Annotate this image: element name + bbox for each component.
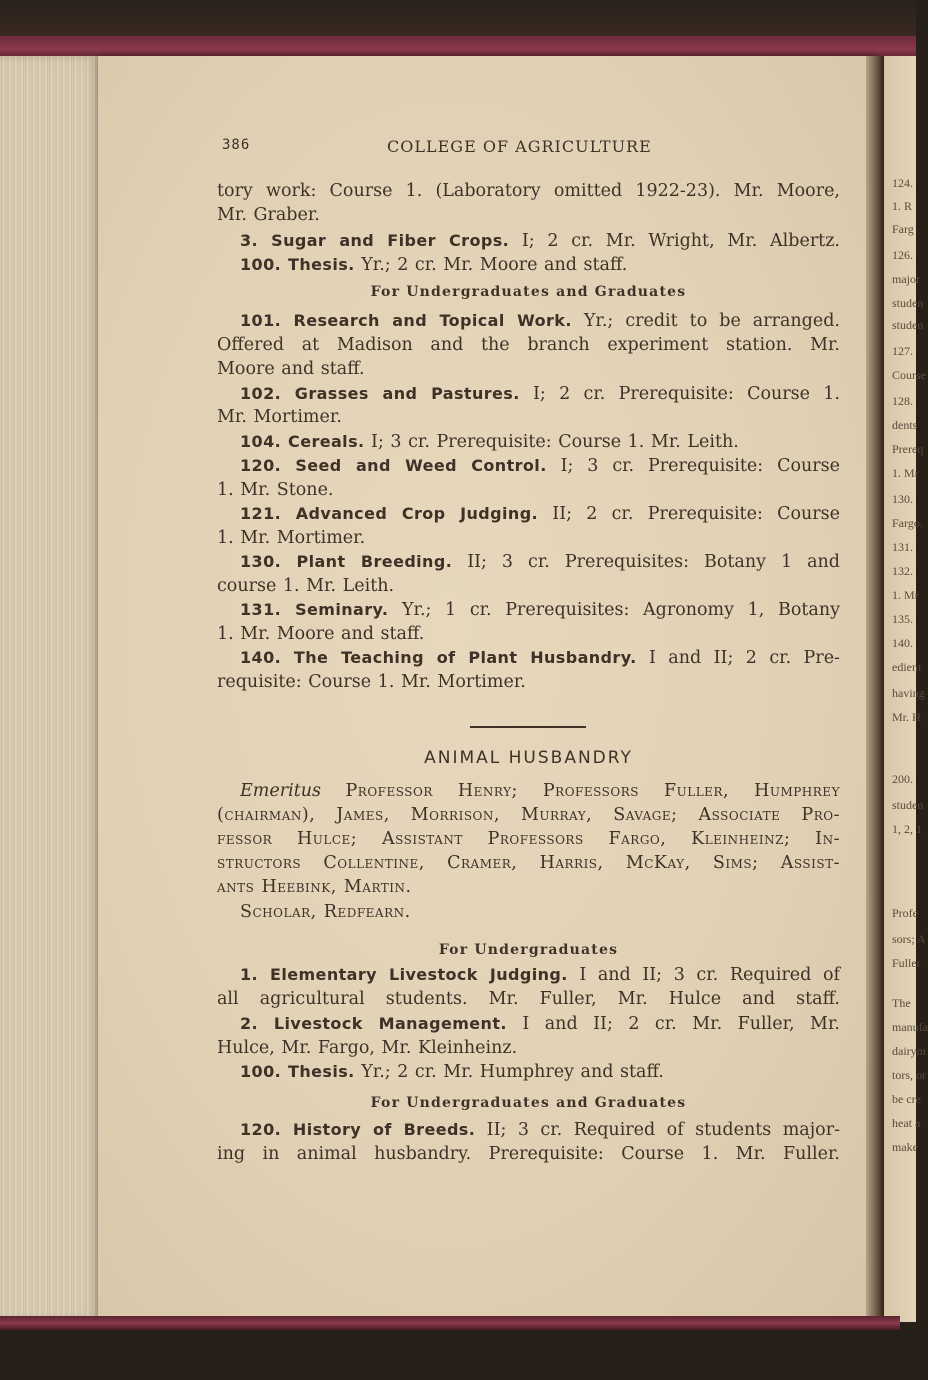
subheading: For Undergraduates and Graduates [370,1095,687,1111]
course-details: Yr.; 2 cr. Mr. Humphrey and staff. [361,1062,664,1082]
text-line: requisite: Course 1. Mr. Mortimer. [217,672,526,692]
course-details: I; 2 cr. Prerequisite: Course 1. [533,384,840,404]
course-title: 101. Research and Topical Work. [240,311,572,330]
text-line: 1. Mr. Stone. [217,480,334,500]
course-title: 104. Cereals. [240,432,365,451]
facing-page-fragment: Farg [892,222,914,236]
running-header [222,137,840,157]
course-entry [240,454,840,478]
facing-page-fragment: 1. Mr [892,588,919,602]
book-cover-bottom [0,1316,900,1330]
emeritus-label: Emeritus [240,781,321,801]
course-entry [240,963,840,987]
text-line: Offered at Madison and the branch experiment station. Mr. [217,335,840,355]
running-title: COLLEGE OF AGRICULTURE [387,137,652,156]
course-entry [240,1118,840,1142]
course-entry [240,550,840,574]
text-line: Mr. Graber. [217,205,320,225]
text-line: 1. Mr. Moore and staff. [217,624,425,644]
facing-page-fragment: 1, 2, 1 [892,822,922,836]
course-entry [240,382,840,406]
facing-page-fragment: 1. R [892,199,913,213]
text-line: all agricultural students. Mr. Fuller, Mr. Hulce and staff. [217,989,840,1009]
course-details: I; 2 cr. Mr. Wright, Mr. Albertz. [521,231,840,251]
page-edges [0,56,100,1322]
course-entry [240,1060,664,1084]
text-line: course 1. Mr. Leith. [217,576,395,596]
subheading: For Undergraduates [438,942,619,958]
course-details: I and II; 2 cr. Pre- [648,648,840,668]
facing-page-fragment: 128. [892,394,913,408]
course-title: 100. Thesis. [240,255,355,274]
facing-page-fragment: dents [892,418,918,432]
faculty-names: Professor Henry; Professors Fuller, Humphrey [345,781,840,801]
faculty-line: fessor Hulce; Assistant Professors Fargo, Kleinheinz; In- [217,829,840,849]
book-gutter [866,56,884,1322]
book-cover-top [0,0,916,40]
book-cover-band [0,36,916,58]
faculty-line: ants Heebink, Martin. [217,877,412,897]
faculty-line [240,779,840,803]
text-line: 1. Mr. Mortimer. [217,528,366,548]
facing-page-fragment: studen [892,318,924,332]
course-title: 140. The Teaching of Plant Husbandry. [240,648,637,667]
facing-page-fragment: make [892,1140,918,1154]
facing-page-fragment: Fargo. [892,516,923,530]
course-title: 3. Sugar and Fiber Crops. [240,231,510,250]
facing-page-fragment: Mr. H [892,710,921,724]
facing-page-fragment: sors; A [892,932,926,946]
course-entry [240,598,840,622]
facing-page-fragment: having [892,686,925,700]
text-line: Mr. Mortimer. [217,407,342,427]
section-title: ANIMAL HUSBANDRY [424,748,633,768]
facing-page-fragment: 140. [892,636,913,650]
course-details: II; 3 cr. Required of students major- [486,1120,840,1140]
text-line: ing in animal husbandry. Prerequisite: Course 1. Mr. Fuller. [217,1144,840,1164]
course-details: I; 3 cr. Prerequisite: Course [560,456,840,476]
facing-page-fragment: studen [892,798,924,812]
course-entry [240,646,840,670]
facing-page-fragment: Prereq [892,442,924,456]
facing-page-fragment: dairym [892,1044,926,1058]
facing-page-fragment: 126. [892,248,913,262]
facing-page [884,56,928,1322]
subheading: For Undergraduates and Graduates [370,284,687,300]
course-details: Yr.; 2 cr. Mr. Moore and staff. [361,255,628,275]
text-line: Hulce, Mr. Fargo, Mr. Kleinheinz. [217,1038,518,1058]
course-entry [240,430,739,454]
facing-page-fragment: 127. [892,344,913,358]
facing-page-fragment: tors, or [892,1068,926,1082]
course-details: Yr.; 1 cr. Prerequisites: Agronomy 1, Botany [401,600,840,620]
facing-page-fragment: 132. [892,564,913,578]
course-entry [240,229,840,253]
course-title: 102. Grasses and Pastures. [240,384,520,403]
course-details: I and II; 2 cr. Mr. Fuller, Mr. [522,1014,840,1034]
course-details: Yr.; credit to be arranged. [583,311,840,331]
course-title: 2. Livestock Management. [240,1014,507,1033]
text-line: tory work: Course 1. (Laboratory omitted 1922-23). Mr. Moore, [217,181,840,201]
faculty-line: structors Collentine, Cramer, Harris, McKay, Sims; Assist- [217,853,840,873]
text-line: Moore and staff. [217,359,365,379]
course-entry [240,309,840,333]
facing-page-fragment: Fuller [892,956,921,970]
facing-page-fragment: 135. [892,612,913,626]
course-title: 130. Plant Breeding. [240,552,453,571]
course-title: 100. Thesis. [240,1062,355,1081]
facing-page-fragment: studen [892,296,924,310]
facing-page-fragment: 130. [892,492,913,506]
facing-page-fragment: 124. [892,176,913,190]
facing-page-fragment: heat a [892,1116,921,1130]
course-title: 120. Seed and Weed Control. [240,456,547,475]
course-details: I and II; 3 cr. Required of [579,965,840,985]
facing-page-fragment: major [892,272,920,286]
facing-page-fragment: Course [892,368,926,382]
facing-page-fragment: 200. [892,772,913,786]
facing-page-fragment: edient [892,660,922,674]
course-title: 120. History of Breeds. [240,1120,476,1139]
faculty-line: (chairman), James, Morrison, Murray, Savage; Associate Pro- [217,805,840,825]
page-number: 386 [222,137,251,153]
facing-page-fragment: manufa [892,1020,928,1034]
course-details: II; 2 cr. Prerequisite: Course [552,504,840,524]
section-divider [470,726,586,728]
facing-page-fragment: 1. Mr [892,466,919,480]
course-details: II; 3 cr. Prerequisites: Botany 1 and [467,552,841,572]
course-title: 131. Seminary. [240,600,389,619]
course-entry [240,253,627,277]
facing-page-fragment: be cre [892,1092,921,1106]
faculty-line: Scholar, Redfearn. [240,902,411,922]
facing-page-fragment: 131. [892,540,913,554]
course-entry [240,1012,840,1036]
course-title: 121. Advanced Crop Judging. [240,504,539,523]
course-details: I; 3 cr. Prerequisite: Course 1. Mr. Leith. [371,432,739,452]
course-entry [240,502,840,526]
facing-page-fragment: Profe [892,906,918,920]
course-title: 1. Elementary Livestock Judging. [240,965,568,984]
facing-page-fragment: The [892,996,911,1010]
